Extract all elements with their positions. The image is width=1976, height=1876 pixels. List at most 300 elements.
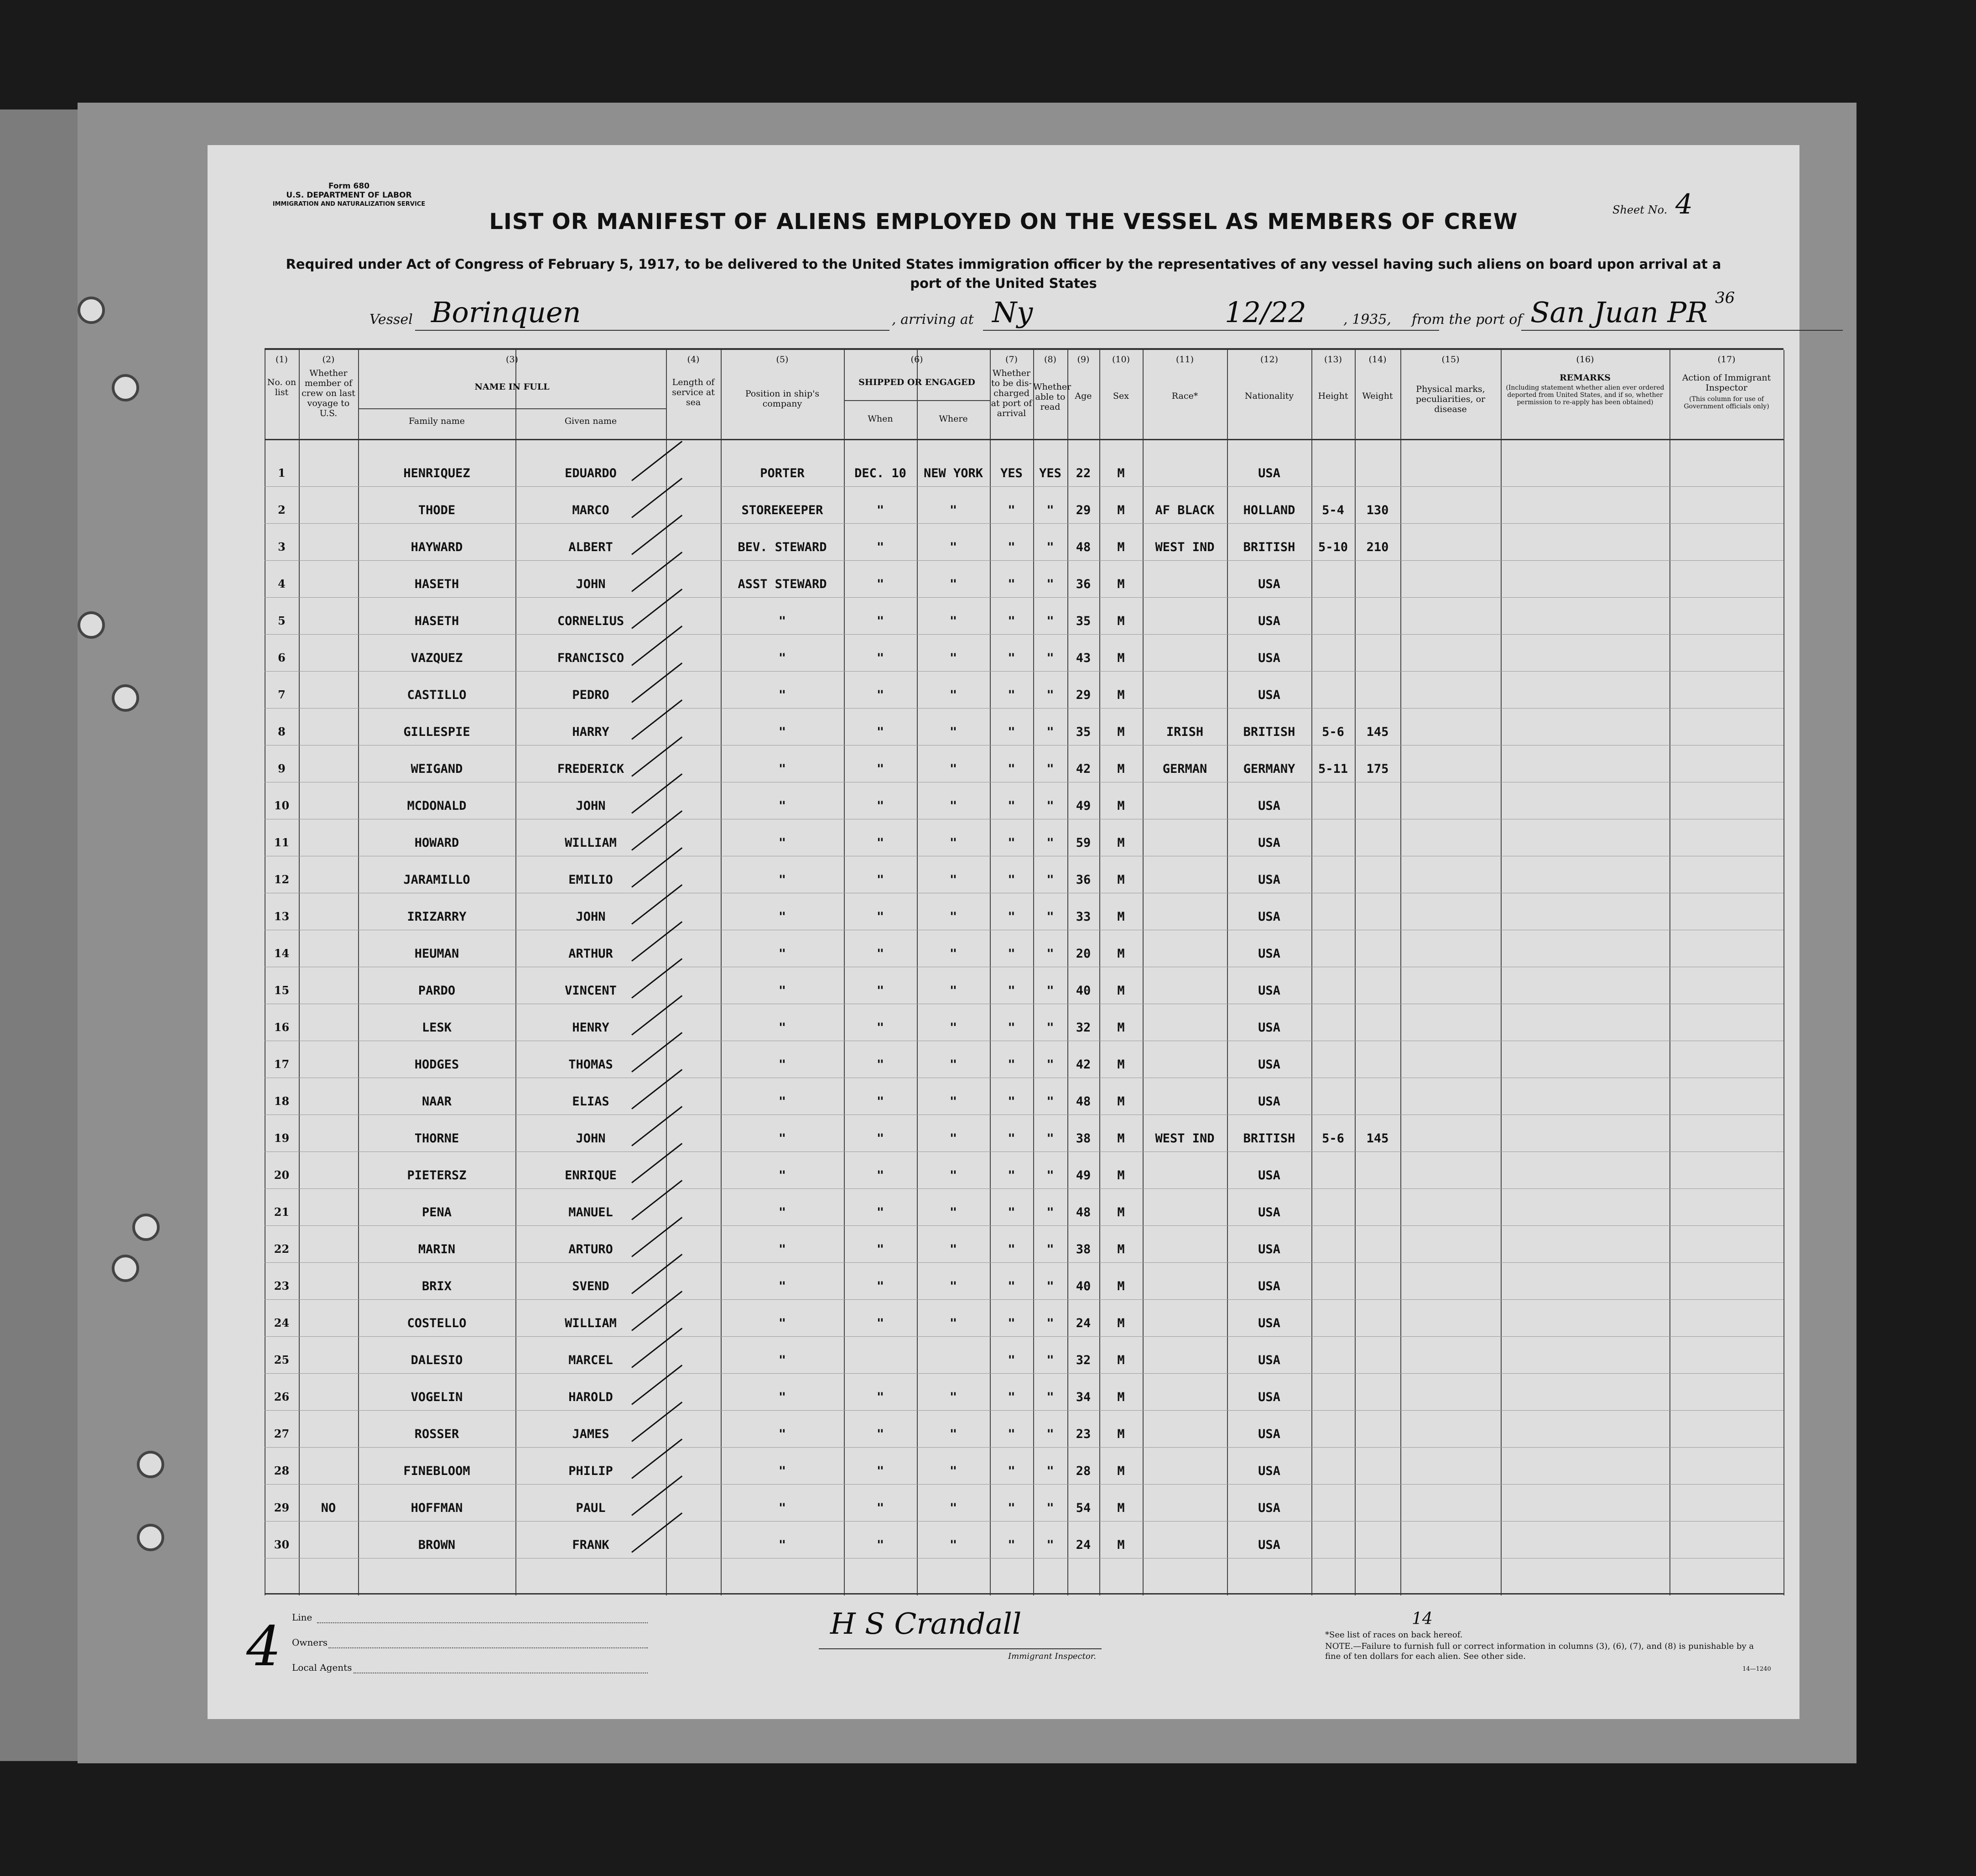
- cell-read: ": [1046, 1058, 1054, 1072]
- cell-family: HAYWARD: [411, 540, 463, 554]
- col-rule: [1311, 350, 1312, 1595]
- cell-when: ": [876, 1501, 884, 1515]
- agents-label: Local Agents: [292, 1662, 352, 1673]
- cell-sex: M: [1117, 614, 1125, 628]
- col-rule: [299, 350, 300, 1595]
- cell-age: 36: [1076, 577, 1091, 591]
- cell-position: ": [778, 725, 786, 739]
- col16-number: (16): [1576, 354, 1594, 365]
- cell-height: 5-6: [1322, 1131, 1344, 1146]
- col-rule: [1400, 350, 1401, 1595]
- cell-position: ": [778, 1538, 786, 1552]
- cell-age: 22: [1076, 466, 1091, 480]
- cell-disch: ": [1008, 1242, 1015, 1256]
- cell-given: ARTHUR: [568, 947, 613, 961]
- cell-disch: ": [1008, 1538, 1015, 1552]
- cell-given: ELIAS: [572, 1094, 609, 1109]
- cell-when: ": [876, 1021, 884, 1035]
- page-subtitle: Required under Act of Congress of February 5, 1917, to be delivered to the United States immigration officer by the representatives of any vessel having such aliens on board upon arrival at a port of the United States: [286, 256, 1721, 291]
- page-title: LIST OR MANIFEST OF ALIENS EMPLOYED ON THE VESSEL AS MEMBERS OF CREW: [489, 209, 1518, 234]
- cell-nat: USA: [1258, 1279, 1280, 1293]
- row-rule: [265, 1225, 1784, 1226]
- cell-sex: M: [1117, 762, 1125, 776]
- cell-disch: ": [1008, 1353, 1015, 1367]
- cell-where: ": [949, 836, 957, 850]
- from-port-underline: [1521, 330, 1843, 331]
- cell-read: ": [1046, 1501, 1054, 1515]
- row-rule: [265, 1447, 1784, 1448]
- cell-family: FINEBLOOM: [403, 1464, 470, 1478]
- arrival-date: 12/22: [1225, 296, 1306, 329]
- cell-read: ": [1046, 1094, 1054, 1109]
- cell-family: PENA: [421, 1205, 452, 1219]
- form-identification: [267, 182, 431, 209]
- cell-given: HARRY: [572, 725, 609, 739]
- cell-nat: USA: [1258, 1316, 1280, 1330]
- cell-when: ": [876, 688, 884, 702]
- punch-hole: [112, 684, 139, 712]
- punch-hole: [78, 611, 105, 639]
- cell-age: 48: [1076, 540, 1091, 554]
- cell-sex: M: [1117, 1464, 1125, 1478]
- cell-position: ": [778, 1279, 786, 1293]
- cell-read: ": [1046, 799, 1054, 813]
- name-header-rule: [358, 408, 666, 409]
- punch-hole: [112, 374, 139, 401]
- cell-position: ": [778, 1501, 786, 1515]
- cell-given: MARCO: [572, 503, 609, 517]
- margin-mark: 4: [246, 1615, 281, 1678]
- cell-position: BEV. STEWARD: [738, 540, 827, 554]
- cell-family: HEUMAN: [414, 947, 459, 961]
- cell-when: ": [876, 1058, 884, 1072]
- cell-where: ": [949, 651, 957, 665]
- cell-sex: M: [1117, 1205, 1125, 1219]
- cell-sex: M: [1117, 1058, 1125, 1072]
- cell-where: ": [949, 984, 957, 998]
- col-header-when: When: [868, 414, 893, 424]
- cell-where: ": [949, 725, 957, 739]
- cell-no: 1: [278, 466, 286, 479]
- cell-no: 29: [274, 1501, 290, 1514]
- col-header-sex: Sex: [1113, 391, 1129, 401]
- col5-number: (5): [776, 354, 789, 365]
- cell-given: PAUL: [576, 1501, 606, 1515]
- line-label: Line: [292, 1612, 312, 1623]
- cell-no: 27: [274, 1427, 290, 1440]
- cell-nat: USA: [1258, 947, 1280, 961]
- cell-family: HOFFMAN: [411, 1501, 463, 1515]
- cell-where: ": [949, 1538, 957, 1552]
- cell-nat: USA: [1258, 1353, 1280, 1367]
- cell-height: 5-11: [1318, 762, 1348, 776]
- cell-age: 35: [1076, 614, 1091, 628]
- cell-family: BRIX: [421, 1279, 452, 1293]
- cell-age: 29: [1076, 503, 1091, 517]
- col-header-crew: Whether member of crew on last voyage to U.S.: [302, 368, 355, 418]
- col-rule: [721, 350, 722, 1595]
- cell-sex: M: [1117, 1131, 1125, 1146]
- cell-nat: USA: [1258, 1538, 1280, 1552]
- row-rule: [265, 1373, 1784, 1374]
- row-rule: [265, 1336, 1784, 1337]
- cell-race: GERMAN: [1162, 762, 1207, 776]
- cell-family: JARAMILLO: [403, 873, 470, 887]
- cell-disch: ": [1008, 725, 1015, 739]
- col6-number: (6): [910, 354, 923, 365]
- cell-no: 25: [274, 1353, 290, 1366]
- col-rule: [666, 350, 667, 1595]
- cell-disch: ": [1008, 984, 1015, 998]
- from-port-value: San Juan PR: [1530, 296, 1708, 329]
- cell-read: ": [1046, 1316, 1054, 1330]
- cell-when: ": [876, 1390, 884, 1404]
- cell-when: ": [876, 873, 884, 887]
- sheet-number-label: Sheet No.: [1612, 203, 1668, 216]
- col-header-where: Where: [939, 414, 968, 424]
- vessel-label: Vessel: [369, 312, 413, 328]
- cell-position: ASST STEWARD: [738, 577, 827, 591]
- cell-when: ": [876, 1205, 884, 1219]
- cell-age: 36: [1076, 873, 1091, 887]
- cell-age: 20: [1076, 947, 1091, 961]
- cell-nat: USA: [1258, 1021, 1280, 1035]
- cell-position: ": [778, 836, 786, 850]
- cell-age: 33: [1076, 910, 1091, 924]
- cell-age: 49: [1076, 799, 1091, 813]
- cell-where: ": [949, 910, 957, 924]
- cell-when: ": [876, 725, 884, 739]
- cell-where: ": [949, 873, 957, 887]
- cell-no: 13: [274, 910, 290, 923]
- penalty-note: NOTE.—Failure to furnish full or correct information in columns (3), (6), (7), and (8) is punishable by a fine of ten dollars for each alien. See other side.: [1325, 1642, 1754, 1661]
- cell-when: ": [876, 1168, 884, 1183]
- cell-age: 34: [1076, 1390, 1091, 1404]
- row-rule: [265, 1299, 1784, 1300]
- cell-no: 12: [274, 873, 290, 886]
- cell-sex: M: [1117, 1279, 1125, 1293]
- cell-sex: M: [1117, 1353, 1125, 1367]
- cell-age: 24: [1076, 1538, 1091, 1552]
- col1-number: (1): [276, 354, 288, 365]
- corner-mark: 36: [1715, 289, 1735, 307]
- col-header-action: Action of Immigrant Inspector: [1682, 373, 1771, 393]
- cell-position: ": [778, 910, 786, 924]
- cell-no: 5: [278, 614, 286, 627]
- cell-where: ": [949, 1279, 957, 1293]
- cell-read: YES: [1039, 466, 1061, 480]
- col2-number: (2): [322, 354, 335, 365]
- cell-where: ": [949, 799, 957, 813]
- cell-family: HASETH: [414, 577, 459, 591]
- owners-label: Owners: [292, 1637, 328, 1648]
- cell-sex: M: [1117, 910, 1125, 924]
- cell-no: 17: [274, 1058, 290, 1071]
- cell-nat: USA: [1258, 1242, 1280, 1256]
- cell-given: WILLIAM: [565, 836, 617, 850]
- cell-sex: M: [1117, 688, 1125, 702]
- col-header-remarks-note: (Including statement whether alien ever ordered deported from United States, and if so, whether permission to re-apply has been obtained): [1506, 384, 1664, 406]
- cell-read: ": [1046, 910, 1054, 924]
- cell-disch: ": [1008, 503, 1015, 517]
- cell-age: 35: [1076, 725, 1091, 739]
- row-rule: [265, 560, 1784, 561]
- cell-disch: ": [1008, 1131, 1015, 1146]
- cell-family: COSTELLO: [407, 1316, 467, 1330]
- cell-age: 42: [1076, 1058, 1091, 1072]
- cell-family: HASETH: [414, 614, 459, 628]
- cell-read: ": [1046, 577, 1054, 591]
- cell-read: ": [1046, 1353, 1054, 1367]
- cell-when: ": [876, 836, 884, 850]
- cell-sex: M: [1117, 947, 1125, 961]
- service: IMMIGRATION AND NATURALIZATION SERVICE: [272, 201, 426, 208]
- cell-read: ": [1046, 873, 1054, 887]
- col11-number: (11): [1175, 354, 1194, 365]
- cell-no: 24: [274, 1316, 290, 1329]
- punch-hole: [137, 1524, 164, 1551]
- cell-when: ": [876, 799, 884, 813]
- cell-nat: USA: [1258, 1501, 1280, 1515]
- col-rule: [358, 350, 359, 1595]
- col3-number: (3): [506, 354, 518, 365]
- cell-given: ALBERT: [568, 540, 613, 554]
- cell-sex: M: [1117, 466, 1125, 480]
- cell-family: MARIN: [418, 1242, 456, 1256]
- col-rule: [990, 350, 991, 1595]
- cell-nat: HOLLAND: [1243, 503, 1295, 517]
- arriving-value: Ny: [992, 296, 1033, 329]
- cell-family: PARDO: [418, 984, 456, 998]
- cell-when: ": [876, 1316, 884, 1330]
- cell-no: 3: [278, 540, 286, 553]
- cell-nat: USA: [1258, 1390, 1280, 1404]
- crew-table: [265, 348, 1784, 1595]
- cell-read: ": [1046, 762, 1054, 776]
- cell-given: FRANCISCO: [557, 651, 624, 665]
- cell-family: THODE: [418, 503, 456, 517]
- cell-where: ": [949, 1058, 957, 1072]
- vessel-underline: [415, 330, 889, 331]
- cell-when: ": [876, 1242, 884, 1256]
- cell-sex: M: [1117, 1390, 1125, 1404]
- cell-given: FRANK: [572, 1538, 609, 1552]
- cell-position: ": [778, 799, 786, 813]
- cell-nat: USA: [1258, 1058, 1280, 1072]
- col-rule: [1669, 350, 1670, 1595]
- cell-read: ": [1046, 688, 1054, 702]
- col-rule: [515, 350, 516, 1595]
- cell-where: ": [949, 1501, 957, 1515]
- cell-disch: ": [1008, 577, 1015, 591]
- cell-sex: M: [1117, 836, 1125, 850]
- cell-when: ": [876, 947, 884, 961]
- punch-hole: [78, 297, 105, 324]
- cell-sex: M: [1117, 1427, 1125, 1441]
- cell-when: ": [876, 1464, 884, 1478]
- cell-where: ": [949, 947, 957, 961]
- col-header-shipped: SHIPPED OR ENGAGED: [858, 377, 975, 387]
- col-header-nationality: Nationality: [1244, 391, 1294, 401]
- row-rule: [265, 1188, 1784, 1189]
- cell-where: ": [949, 1427, 957, 1441]
- cell-read: ": [1046, 836, 1054, 850]
- cell-when: ": [876, 1094, 884, 1109]
- cell-read: ": [1046, 1131, 1054, 1146]
- cell-no: 9: [278, 762, 286, 775]
- cell-disch: ": [1008, 1464, 1015, 1478]
- cell-position: STOREKEEPER: [741, 503, 823, 517]
- cell-disch: ": [1008, 1279, 1015, 1293]
- cell-no: 30: [274, 1538, 290, 1551]
- col12-number: (12): [1260, 354, 1278, 365]
- cell-sex: M: [1117, 984, 1125, 998]
- cell-age: 43: [1076, 651, 1091, 665]
- cell-when: ": [876, 577, 884, 591]
- cell-given: ARTURO: [568, 1242, 613, 1256]
- col4-number: (4): [687, 354, 700, 365]
- cell-nat: BRITISH: [1243, 725, 1295, 739]
- shipped-header-rule: [844, 400, 990, 401]
- cell-family: CASTILLO: [407, 688, 467, 702]
- cell-position: ": [778, 1242, 786, 1256]
- cell-crew: NO: [321, 1501, 336, 1515]
- department: U.S. DEPARTMENT OF LABOR: [286, 191, 412, 200]
- cell-where: ": [949, 577, 957, 591]
- punch-hole: [132, 1214, 160, 1241]
- cell-age: 38: [1076, 1242, 1091, 1256]
- col-rule: [1355, 350, 1356, 1595]
- col-header-position: Position in ship's company: [745, 389, 820, 409]
- cell-given: VINCENT: [565, 984, 617, 998]
- row-rule: [265, 708, 1784, 709]
- col-header-given: Given name: [564, 416, 617, 426]
- col-rule: [1501, 350, 1502, 1595]
- cell-given: HAROLD: [568, 1390, 613, 1404]
- cell-position: ": [778, 1427, 786, 1441]
- cell-family: WEIGAND: [411, 762, 463, 776]
- cell-sex: M: [1117, 1538, 1125, 1552]
- cell-when: ": [876, 503, 884, 517]
- punch-hole: [137, 1451, 164, 1478]
- cell-age: 42: [1076, 762, 1091, 776]
- cell-position: ": [778, 1021, 786, 1035]
- cell-given: ENRIQUE: [565, 1168, 617, 1183]
- cell-family: BROWN: [418, 1538, 456, 1552]
- header-bottom-rule: [265, 439, 1784, 440]
- col-header-family: Family name: [409, 416, 465, 426]
- cell-disch: ": [1008, 947, 1015, 961]
- cell-position: ": [778, 1205, 786, 1219]
- col-rule: [1033, 350, 1034, 1595]
- cell-read: ": [1046, 1464, 1054, 1478]
- cell-where: ": [949, 1390, 957, 1404]
- cell-sex: M: [1117, 725, 1125, 739]
- cell-given: PHILIP: [568, 1464, 613, 1478]
- cell-no: 18: [274, 1094, 290, 1108]
- cell-family: DALESIO: [411, 1353, 463, 1367]
- row-rule: [265, 486, 1784, 487]
- row-rule: [265, 1262, 1784, 1263]
- cell-disch: YES: [1000, 466, 1023, 480]
- cell-disch: ": [1008, 1205, 1015, 1219]
- cell-where: ": [949, 1168, 957, 1183]
- cell-sex: M: [1117, 1094, 1125, 1109]
- cell-race: WEST IND: [1155, 540, 1215, 554]
- cell-family: IRIZARRY: [407, 910, 467, 924]
- col-header-age: Age: [1075, 391, 1092, 401]
- row-rule: [265, 634, 1784, 635]
- cell-sex: M: [1117, 1021, 1125, 1035]
- col-rule: [1067, 350, 1068, 1595]
- cell-where: ": [949, 503, 957, 517]
- cell-sex: M: [1117, 540, 1125, 554]
- cell-age: 59: [1076, 836, 1091, 850]
- cell-read: ": [1046, 614, 1054, 628]
- cell-family: HOWARD: [414, 836, 459, 850]
- cell-read: ": [1046, 1538, 1054, 1552]
- row-rule: [265, 671, 1784, 672]
- cell-where: ": [949, 540, 957, 554]
- col-rule: [917, 350, 918, 1595]
- cell-position: ": [778, 947, 786, 961]
- cell-disch: ": [1008, 540, 1015, 554]
- cell-where: ": [949, 1131, 957, 1146]
- cell-family: THORNE: [414, 1131, 459, 1146]
- cell-age: 40: [1076, 984, 1091, 998]
- cell-age: 29: [1076, 688, 1091, 702]
- cell-read: ": [1046, 1021, 1054, 1035]
- cell-nat: USA: [1258, 799, 1280, 813]
- cell-position: ": [778, 651, 786, 665]
- cell-nat: USA: [1258, 1168, 1280, 1183]
- cell-nat: BRITISH: [1243, 540, 1295, 554]
- cell-nat: BRITISH: [1243, 1131, 1295, 1146]
- col-header-race: Race*: [1171, 391, 1198, 401]
- cell-nat: USA: [1258, 1205, 1280, 1219]
- cell-disch: ": [1008, 1168, 1015, 1183]
- cell-no: 22: [274, 1242, 290, 1256]
- cell-position: ": [778, 1316, 786, 1330]
- cell-nat: USA: [1258, 1427, 1280, 1441]
- row-rule: [265, 1521, 1784, 1522]
- cell-when: ": [876, 614, 884, 628]
- cell-sex: M: [1117, 577, 1125, 591]
- cell-where: ": [949, 1242, 957, 1256]
- cell-family: VOGELIN: [411, 1390, 463, 1404]
- cell-position: ": [778, 1464, 786, 1478]
- cell-no: 21: [274, 1205, 290, 1219]
- col13-number: (13): [1324, 354, 1342, 365]
- cell-no: 19: [274, 1131, 290, 1145]
- col-rule: [1143, 350, 1144, 1595]
- cell-sex: M: [1117, 503, 1125, 517]
- cell-race: IRISH: [1166, 725, 1204, 739]
- cell-read: ": [1046, 947, 1054, 961]
- cell-read: ": [1046, 984, 1054, 998]
- cell-where: ": [949, 1464, 957, 1478]
- inspector-label: Immigrant Inspector.: [1008, 1652, 1097, 1661]
- cell-no: 16: [274, 1021, 290, 1034]
- col-rule: [1227, 350, 1228, 1595]
- cell-disch: ": [1008, 651, 1015, 665]
- inspector-signature: H S Crandall: [830, 1607, 1022, 1641]
- vessel-value: Borinquen: [431, 296, 581, 329]
- cell-age: 38: [1076, 1131, 1091, 1146]
- cell-age: 49: [1076, 1168, 1091, 1183]
- cell-position: ": [778, 1058, 786, 1072]
- cell-given: JOHN: [576, 799, 606, 813]
